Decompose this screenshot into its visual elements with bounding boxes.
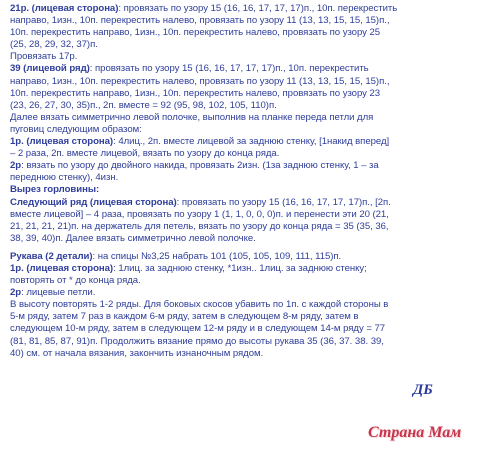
text-line xyxy=(10,100,488,112)
text-line xyxy=(10,124,488,136)
text-line xyxy=(10,3,488,15)
line-text: 10п. перекрестить направо, 1изн., 10п. перекрестить налево, провязать по узору 23 xyxy=(10,87,381,99)
line-text: (81, 81, 85, 87, 91)п. Продолжить вязание прямо до высоты рукава 35 (36, 37. 38. 39, xyxy=(10,335,384,347)
line-heading: 1р. (лицевая сторона) xyxy=(10,262,114,274)
line-text: переднюю стенку), 4изн. xyxy=(10,172,119,184)
text-line xyxy=(10,63,488,75)
line-text: Далее вязать симметрично левой полочке, выполнив на планке переда петли для xyxy=(10,111,374,123)
line-text: – 2 раза, 2п. вместе лицевой, вязать по узору до конца ряда. xyxy=(10,148,280,160)
text-line xyxy=(10,112,488,124)
text-line xyxy=(10,197,488,209)
text-line xyxy=(10,88,488,100)
text-line xyxy=(10,160,488,172)
site-watermark: Страна Мам xyxy=(368,424,462,441)
line-text: пуговиц следующим образом: xyxy=(10,123,142,135)
text-line xyxy=(10,348,488,360)
line-text: 5-м ряду, затем 7 раз в каждом 6-м ряду, затем в следующем 8-м ряду, затем в xyxy=(10,311,359,323)
line-text: Провязать 17р. xyxy=(10,51,78,63)
text-line xyxy=(10,76,488,88)
line-heading: 39 (лицевой ряд) xyxy=(10,63,90,75)
text-line xyxy=(10,287,488,299)
line-heading: Рукава (2 детали) xyxy=(10,250,93,262)
line-heading: 21р. (лицевая сторона) xyxy=(10,3,119,14)
line-text: : 4лиц., 2п. вместе лицевой за заднюю стенку, [1накид вперед] xyxy=(113,136,390,148)
line-heading: Вырез горловины: xyxy=(10,184,100,196)
text-line xyxy=(10,221,488,233)
line-text: : провязать по узору 15 (16, 16, 17, 17, 17)п., 10п. перекрестить xyxy=(89,63,369,75)
text-line xyxy=(10,15,488,27)
text-line xyxy=(10,251,488,263)
text-line xyxy=(10,323,488,335)
line-heading: Следующий ряд (лицевая сторона) xyxy=(10,196,177,208)
line-text: В высоту повторять 1-2 ряды. Для боковых скосов убавить по 1п. с каждой стороны в xyxy=(10,299,389,311)
line-text: (25, 28, 29, 32, 37)п. xyxy=(10,39,98,51)
line-text: : на спицы №3,25 набрать 101 (105, 105, 109, 111, 115)п. xyxy=(92,250,342,262)
text-line xyxy=(10,136,488,148)
line-text: : вязать по узору до двойного накида, провязать 2изн. (1за заднюю стенку, 1 – за xyxy=(21,160,379,172)
line-text: 10п. перекрестить направо, 1изн., 10п. перекрестить налево, провязать по узору 25 xyxy=(10,27,381,39)
text-line xyxy=(10,184,488,196)
text-line xyxy=(10,311,488,323)
line-text: : провязать по узору 15 (16, 16, 17, 17, 17)п., [2п. xyxy=(176,196,391,208)
line-text: 38, 39, 40)п. Далее вязать симметрично левой полочке. xyxy=(10,232,256,244)
document-body xyxy=(10,3,488,360)
text-line xyxy=(10,51,488,63)
author-signature: ДБ xyxy=(413,382,433,398)
line-text: 40) см. от начала вязания, закончить изнаночным рядом. xyxy=(10,347,264,359)
text-line xyxy=(10,209,488,221)
line-heading: 2р xyxy=(10,287,22,299)
line-text: вместе лицевой] – 4 раза, провязать по узору 1 (1, 1, 0, 0, 0)п. и перенести эти 20 (21, xyxy=(10,208,389,220)
text-line xyxy=(10,336,488,348)
text-line xyxy=(10,172,488,184)
text-line xyxy=(10,27,488,39)
line-heading: 2р xyxy=(10,160,22,172)
line-text: : лицевые петли. xyxy=(21,287,96,299)
line-text: : провязать по узору 15 (16, 16, 17, 17, 17)п., 10п. перекрестить xyxy=(118,3,398,14)
line-text: (23, 26, 27, 30, 35)п., 2п. вместе = 92 (95, 98, 102, 105, 110)п. xyxy=(10,99,277,111)
line-text: : 1лиц. за заднюю стенку, *1изн.. 1лиц. за заднюю стенку; xyxy=(113,262,367,274)
line-heading: 1р. (лицевая сторона) xyxy=(10,136,114,148)
text-line xyxy=(10,39,488,51)
text-line xyxy=(10,263,488,275)
line-text: повторять от * до конца ряда. xyxy=(10,275,141,287)
line-text: направо, 1изн., 10п. перекрестить налево, провязать по узору 11 (13, 13, 15, 15, 15)п., xyxy=(10,15,390,27)
line-text: направо, 1изн., 10п. перекрестить налево, провязать по узору 11 (13, 13, 15, 15, 15)п., xyxy=(10,75,390,87)
text-line xyxy=(10,233,488,245)
text-line xyxy=(10,299,488,311)
line-text: следующем 10-м ряду, затем в следующем 12-м ряду и в следующем 14-м ряду = 77 xyxy=(10,323,386,335)
line-text: 21, 21, 21, 21)п. на держатель для петель, вязать по узору до конца ряда = 35 (35, 36, xyxy=(10,220,389,232)
text-line xyxy=(10,275,488,287)
text-line xyxy=(10,148,488,160)
